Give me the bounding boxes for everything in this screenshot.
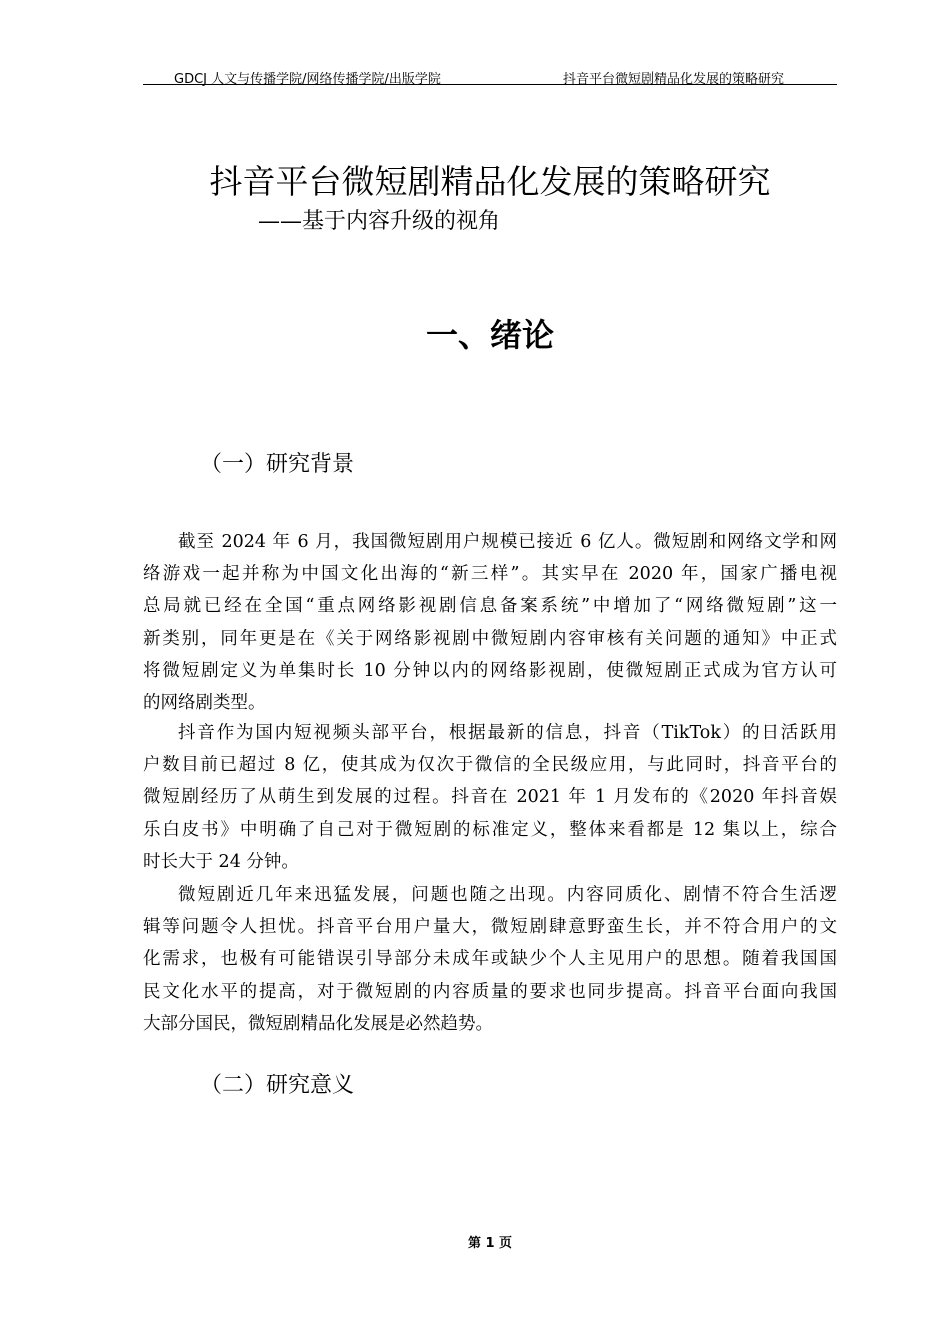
- paragraph-line: 乐白皮书》中明确了自己对于微短剧的标准定义，整体来看都是 12 集以上，综合: [143, 819, 837, 840]
- header-left-text: GDCJ 人文与传播学院/网络传播学院/出版学院: [174, 72, 441, 87]
- header-rule: [143, 84, 837, 85]
- paragraph-line: 民文化水平的提高，对于微短剧的内容质量的要求也同步提高。抖音平台面向我国: [143, 981, 837, 1002]
- document-subtitle: ——基于内容升级的视角: [258, 209, 501, 234]
- paragraph-line: 大部分国民，微短剧精品化发展是必然趋势。: [143, 1013, 493, 1034]
- page-number: 第 1 页: [467, 1236, 513, 1251]
- paragraph-line: 的网络剧类型。: [143, 693, 266, 713]
- paragraph-line: 抖音作为国内短视频头部平台，根据最新的信息，抖音（TikTok）的日活跃用: [178, 723, 837, 743]
- paragraph-line: 总局就已经在全国“重点网络影视剧信息备案系统”中增加了“网络微短剧”这一: [143, 596, 837, 617]
- paragraph-line: 截至 2024 年 6 月，我国微短剧用户规模已接近 6 亿人。微短剧和网络文学和网: [178, 532, 837, 552]
- paragraph-line: 辑等问题令人担忧。抖音平台用户量大，微短剧肆意野蛮生长，并不符合用户的文: [143, 917, 837, 938]
- paragraph-line: 络游戏一起并称为中国文化出海的“新三样”。其实早在 2020 年，国家广播电视: [143, 564, 837, 585]
- header-right-text: 抖音平台微短剧精品化发展的策略研究: [563, 72, 785, 87]
- document-title: 抖音平台微短剧精品化发展的策略研究: [209, 162, 771, 201]
- paragraph-line: 微短剧近几年来迅猛发展，问题也随之出现。内容同质化、剧情不符合生活逻: [178, 885, 837, 905]
- section-heading-background: （一）研究背景: [200, 452, 355, 477]
- paragraph-line: 新类别，同年更是在《关于网络影视剧中微短剧内容审核有关问题的通知》中正式: [143, 628, 837, 649]
- paragraph-line: 微短剧经历了从萌生到发展的过程。抖音在 2021 年 1 月发布的《2020 年抖音娱: [143, 787, 837, 808]
- chapter-heading: 一、绪论: [425, 316, 554, 354]
- paragraph-line: 将微短剧定义为单集时长 10 分钟以内的网络影视剧，使微短剧正式成为官方认可: [143, 660, 837, 681]
- paragraph-line: 户数目前已超过 8 亿，使其成为仅次于微信的全民级应用，与此同时，抖音平台的: [143, 755, 837, 776]
- paragraph-line: 时长大于 24 分钟。: [143, 851, 299, 872]
- section-heading-significance: （二）研究意义: [200, 1073, 355, 1098]
- paragraph-line: 化需求，也极有可能错误引导部分未成年或缺少个人主见用户的思想。随着我国国: [143, 949, 837, 970]
